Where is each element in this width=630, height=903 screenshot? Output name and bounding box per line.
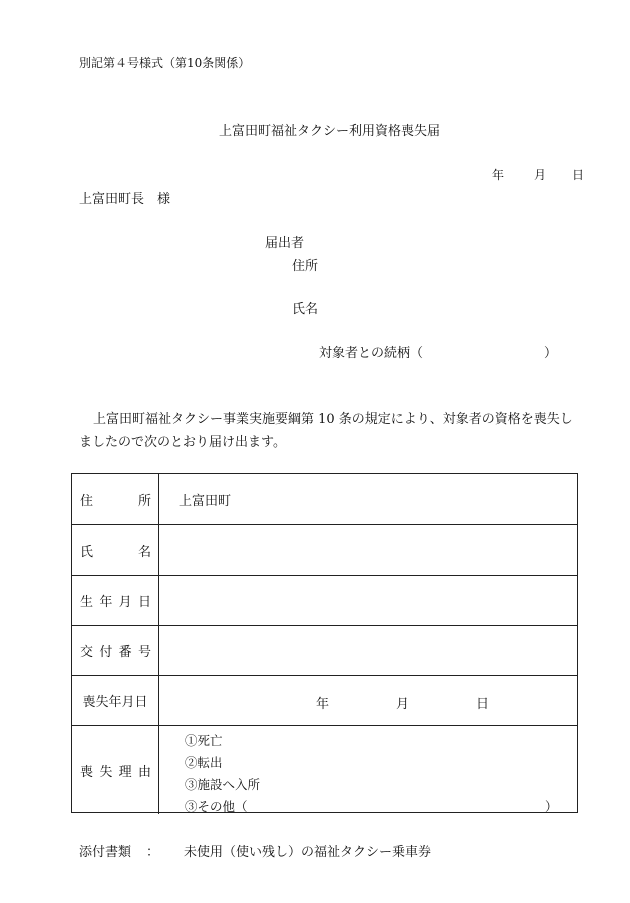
reason-option-moved-out[interactable]: ②転出	[185, 755, 223, 770]
label-char: 理	[118, 764, 132, 780]
form-reference: 別記第４号様式（第10条関係）	[79, 56, 251, 70]
label-char: 由	[137, 764, 151, 780]
table-row-loss-reason	[72, 725, 577, 814]
issue-number-value-field[interactable]	[159, 626, 577, 675]
table-row-name	[72, 524, 577, 575]
label-char: 交	[80, 645, 94, 660]
table-row-birthdate	[72, 575, 577, 625]
label-char: 号	[137, 645, 151, 660]
label-name	[72, 525, 159, 575]
loss-date-year: 年	[316, 697, 330, 712]
label-char: 生	[80, 595, 94, 610]
attachments-value: 未使用（使い残し）の福祉タクシー乗車券	[184, 845, 432, 860]
reason-option-other-label: ③その他（	[185, 799, 248, 814]
label-char: 日	[137, 595, 151, 610]
notifier-relation-close: ）	[544, 346, 558, 361]
body-text-line2: ましたので次のとおり届け出ます。	[79, 435, 286, 450]
label-char: 付	[99, 645, 113, 660]
table-row-loss-date	[72, 675, 577, 725]
label-birthdate	[72, 576, 159, 625]
addressee: 上富田町長 様	[79, 192, 171, 207]
loss-reason-options	[185, 730, 558, 818]
label-char: 氏	[80, 544, 94, 560]
notifier-name-label: 氏名	[292, 302, 319, 317]
label-loss-reason	[72, 726, 159, 814]
loss-date-value-field[interactable]	[159, 676, 577, 725]
name-value-field[interactable]	[159, 525, 577, 575]
table-row-issue-number	[72, 625, 577, 675]
label-loss-date: 喪失年月日	[72, 676, 159, 725]
notifier-address-label: 住所	[292, 259, 319, 274]
label-char: 所	[137, 493, 151, 509]
label-char: 失	[99, 764, 113, 780]
attachments-label: 添付書類	[79, 845, 132, 860]
notifier-heading: 届出者	[265, 236, 305, 251]
reason-option-facility[interactable]: ③施設へ入所	[185, 777, 261, 792]
date-day-label: 日	[572, 168, 585, 182]
label-char: 住	[80, 493, 94, 509]
reason-option-other[interactable]	[185, 796, 558, 818]
address-value-field[interactable]: 上富田町	[179, 493, 232, 509]
notifier-relation-label: 対象者との続柄（	[319, 346, 424, 361]
attachments-colon: ：	[146, 845, 160, 860]
label-char: 年	[99, 595, 113, 610]
label-address	[72, 474, 159, 524]
label-char: 月	[118, 595, 132, 610]
label-char: 番	[118, 645, 132, 660]
label-char: 喪	[80, 764, 94, 780]
body-text-line1: 上富田町福祉タクシー事業実施要綱第 10 条の規定により、対象者の資格を喪失し	[93, 412, 573, 427]
label-issue-number	[72, 626, 159, 675]
loss-date-month: 月	[396, 697, 410, 712]
loss-date-day: 日	[476, 697, 490, 712]
date-year-label: 年	[492, 168, 505, 182]
date-month-label: 月	[534, 168, 547, 182]
label-char: 名	[137, 544, 151, 560]
document-title: 上富田町福祉タクシー利用資格喪失届	[219, 124, 441, 139]
reason-option-death[interactable]: ①死亡	[185, 733, 223, 748]
form-table	[71, 473, 578, 813]
table-row-address	[72, 474, 577, 524]
reason-option-other-close: ）	[545, 799, 558, 814]
birthdate-value-field[interactable]	[159, 576, 577, 625]
